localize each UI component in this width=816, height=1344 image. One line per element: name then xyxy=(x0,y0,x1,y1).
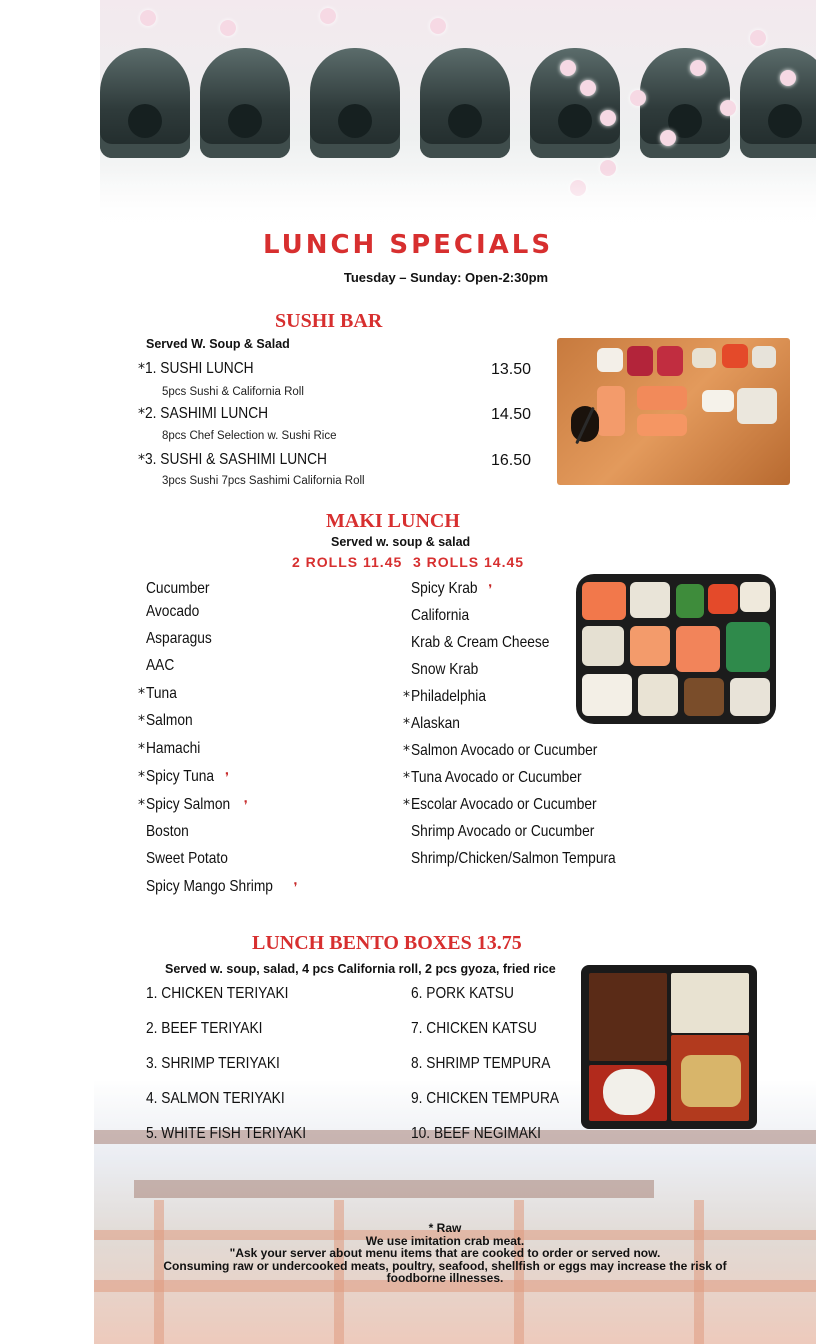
maki-right-item xyxy=(403,607,479,625)
maki-item-name: California xyxy=(411,607,470,624)
maki-item-name: Philadelphia xyxy=(411,688,486,705)
maki-right-item: *Alaskan xyxy=(403,715,460,732)
bento-item: 6. PORK KATSU xyxy=(411,985,514,1002)
maki-item-name: Salmon xyxy=(146,712,193,729)
maki-item-name: AAC xyxy=(146,657,175,674)
maki-left-item: *Spicy Salmon ❜ xyxy=(138,796,248,813)
maki-item-name: Spicy Mango Shrimp xyxy=(146,878,273,895)
maki-item-name: Asparagus xyxy=(146,630,212,647)
maki-platter-image xyxy=(576,574,776,724)
bento-title: LUNCH BENTO BOXES 13.75 xyxy=(252,932,522,954)
hours-text: Tuesday – Sunday: Open-2:30pm xyxy=(343,270,549,285)
sushi-item-2-desc: 8pcs Chef Selection w. Sushi Rice xyxy=(162,430,337,442)
bento-item: 3. SHRIMP TERIYAKI xyxy=(146,1055,280,1072)
maki-right-item: *Salmon Avocado or Cucumber xyxy=(403,742,598,759)
maki-item-name: Hamachi xyxy=(146,740,201,757)
bento-item: 8. SHRIMP TEMPURA xyxy=(411,1055,551,1072)
sushi-item-3-desc: 3pcs Sushi 7pcs Sashimi California Roll xyxy=(162,475,365,487)
maki-item-name: Avocado xyxy=(146,603,200,620)
maki-item-name: Cucumber xyxy=(146,580,210,597)
maki-item-name: Sweet Potato xyxy=(146,850,228,867)
maki-left-item: *Spicy Tuna ❜ xyxy=(138,768,230,785)
maki-item-name: Alaskan xyxy=(411,715,460,732)
maki-item-name: Tuna Avocado or Cucumber xyxy=(411,769,582,786)
maki-left-item xyxy=(138,657,179,675)
server-note: "Ask your server about menu items that are cooked to order or served now. xyxy=(229,1246,661,1260)
sushi-bar-title: SUSHI BAR xyxy=(275,310,383,332)
sushi-item-1-price: 13.50 xyxy=(491,361,532,378)
maki-right-item xyxy=(403,823,624,841)
bento-note: Served w. soup, salad, 4 pcs California roll, 2 pcs gyoza, fried rice xyxy=(165,962,556,976)
sushi-item-3-price: 16.50 xyxy=(491,452,532,469)
maki-item-name: Snow Krab xyxy=(411,661,479,678)
maki-right-item: *Philadelphia xyxy=(403,688,486,705)
crab-note: We use imitation crab meat. xyxy=(365,1233,525,1248)
bento-item: 2. BEEF TERIYAKI xyxy=(146,1020,263,1037)
bento-item: 5. WHITE FISH TERIYAKI xyxy=(146,1125,307,1142)
maki-item-name: Salmon Avocado or Cucumber xyxy=(411,742,598,759)
maki-lunch-note: Served w. soup & salad xyxy=(331,535,471,549)
maki-item-name: Shrimp/Chicken/Salmon Tempura xyxy=(411,850,616,867)
maki-right-item xyxy=(403,580,492,598)
bento-item: 7. CHICKEN KATSU xyxy=(411,1020,537,1037)
page-title: LUNCH SPECIALS xyxy=(262,230,554,260)
maki-left-item: *Tuna xyxy=(138,685,177,702)
bento-box-image xyxy=(581,965,757,1129)
maki-2-rolls-price: 2 ROLLS 11.45 xyxy=(292,554,403,570)
hero-roof-blossom-image xyxy=(100,0,816,230)
sushi-item-2: *2. SASHIMI LUNCH xyxy=(138,405,269,422)
consumer-warning-2: foodborne illnesses. xyxy=(386,1271,504,1285)
bento-item: 1. CHICKEN TERIYAKI xyxy=(146,985,289,1002)
maki-item-name: Krab & Cream Cheese xyxy=(411,634,550,651)
maki-lunch-title: MAKI LUNCH xyxy=(326,510,460,532)
maki-item-name: Spicy Krab xyxy=(411,580,478,597)
sushi-bar-note: Served W. Soup & Salad xyxy=(146,337,290,351)
maki-right-item xyxy=(403,661,489,679)
maki-3-rolls-price: 3 ROLLS 14.45 xyxy=(413,554,525,570)
maki-right-item: *Tuna Avocado or Cucumber xyxy=(403,769,582,786)
sushi-platter-image xyxy=(557,338,790,485)
maki-item-name: Boston xyxy=(146,823,189,840)
maki-left-item xyxy=(138,580,220,598)
maki-left-item: *Salmon xyxy=(138,712,193,729)
maki-left-item xyxy=(138,850,241,868)
bento-item: 9. CHICKEN TEMPURA xyxy=(411,1090,560,1107)
footer-notes xyxy=(94,1222,796,1285)
chili-pepper-icon: ❜ xyxy=(293,880,298,894)
sushi-item-1-desc: 5pcs Sushi & California Roll xyxy=(162,386,304,398)
bento-item: 10. BEEF NEGIMAKI xyxy=(411,1125,541,1142)
maki-item-name: Spicy Tuna xyxy=(146,768,215,785)
sushi-item-1: *1. SUSHI LUNCH xyxy=(138,360,254,377)
maki-left-item xyxy=(138,630,223,648)
chili-pepper-icon: ❜ xyxy=(488,582,493,596)
maki-item-name: Escolar Avocado or Cucumber xyxy=(411,796,597,813)
sushi-item-3: *3. SUSHI & SASHIMI LUNCH xyxy=(138,451,327,468)
maki-left-item xyxy=(138,878,298,896)
maki-right-item xyxy=(403,634,572,652)
maki-left-item xyxy=(138,823,196,841)
maki-right-item xyxy=(403,850,649,868)
raw-note: * Raw xyxy=(428,1221,462,1235)
chili-pepper-icon: ❜ xyxy=(243,798,248,812)
maki-item-name: Shrimp Avocado or Cucumber xyxy=(411,823,595,840)
maki-item-name: Spicy Salmon xyxy=(146,796,231,813)
chili-pepper-icon: ❜ xyxy=(225,770,230,784)
maki-right-item: *Escolar Avocado or Cucumber xyxy=(403,796,597,813)
maki-item-name: Tuna xyxy=(146,685,177,702)
maki-left-item: *Hamachi xyxy=(138,740,201,757)
consumer-warning: Consuming raw or undercooked meats, poultry, seafood, shellfish or eggs may increase the risk of xyxy=(163,1258,727,1273)
maki-left-item xyxy=(138,603,208,621)
sushi-item-2-price: 14.50 xyxy=(491,406,532,423)
bento-item: 4. SALMON TERIYAKI xyxy=(146,1090,285,1107)
